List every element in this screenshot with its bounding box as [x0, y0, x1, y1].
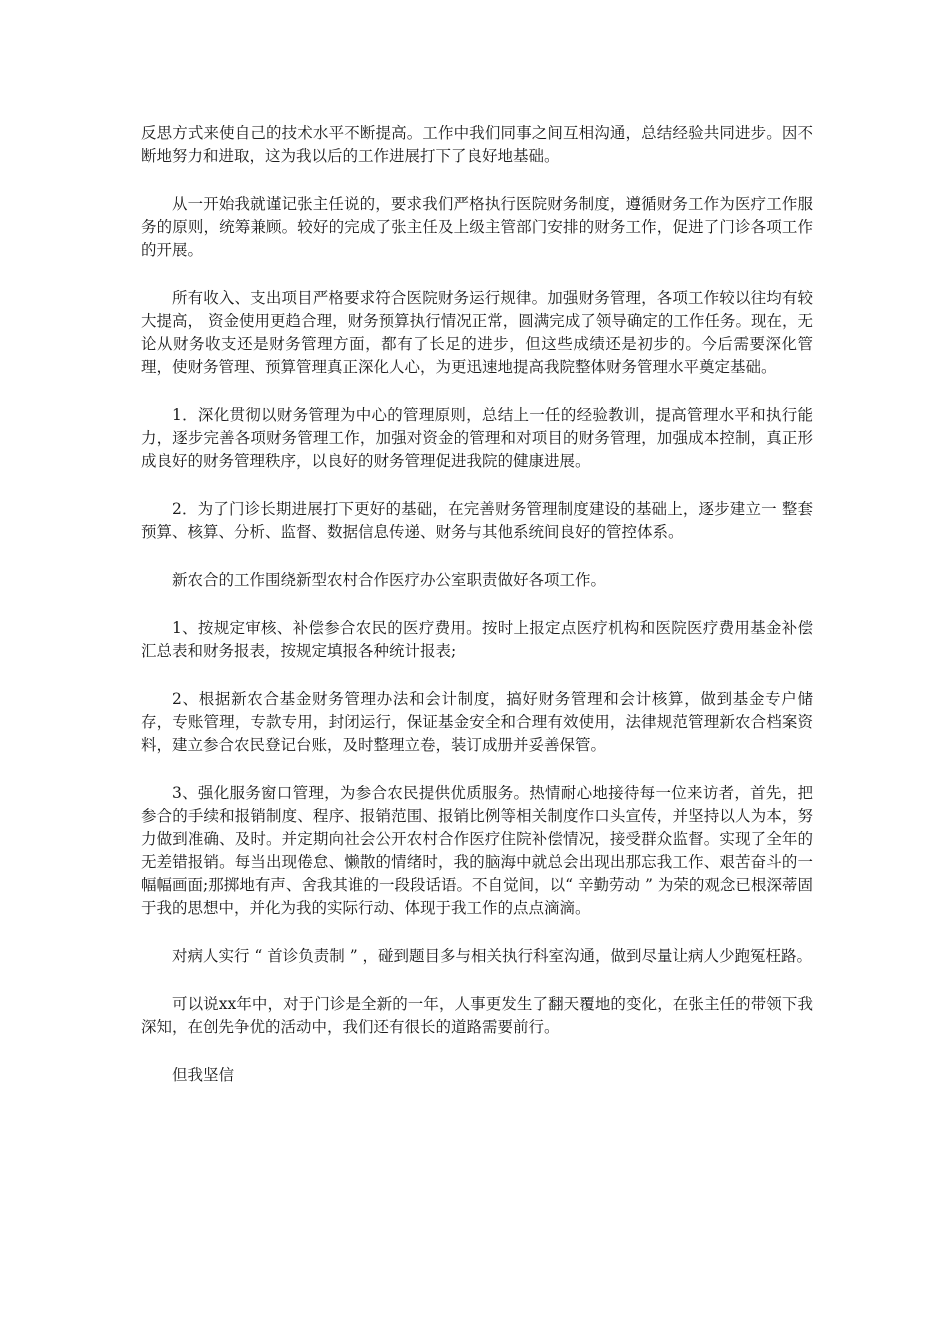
paragraph-2: 从一开始我就谨记张主任说的，要求我们严格执行医院财务制度，遵循财务工作为医疗工作服务的原则，统筹兼顾。较好的完成了张主任及上级主管部门安排的财务工作，促进了门诊各项工作的开展。	[141, 195, 813, 259]
paragraph-9: 3、强化服务窗口管理，为参合农民提供优质服务。热情耐心地接待每一位来访者，首先，把参合的手续和报销制度、程序、报销范围、报销比例等相关制度作口头宣传，并坚持以人为本，努力做到准确、及时。并定期向社会公开农村合作医疗住院补偿情况，接受群众监督。实现了全年的无差错报销。每当出现倦怠、懒散的情绪时，我的脑海中就总会出现出那忘我工作、艰苦奋斗的一幅幅画面;那掷地有声、舍我其谁的一段段话语。不自觉间，以“ 辛勤劳动 ” 为荣的观念已根深蒂固于我的思想中，并化为我的实际行动、体现于我工作的点点滴滴。	[141, 784, 813, 917]
document-body	[141, 122, 813, 1112]
paragraph-8: 2、根据新农合基金财务管理办法和会计制度，搞好财务管理和会计核算，做到基金专户储存，专账管理，专款专用，封闭运行，保证基金安全和合理有效使用，法律规范管理新农合档案资料，建立参合农民登记台账，及时整理立卷，装订成册并妥善保管。	[141, 690, 813, 754]
paragraph-7: 1、按规定审核、补偿参合农民的医疗费用。按时上报定点医疗机构和医院医疗费用基金补偿汇总表和财务报表，按规定填报各种统计报表;	[141, 619, 813, 660]
paragraph-11: 可以说xx年中，对于门诊是全新的一年，人事更发生了翻天覆地的变化，在张主任的带领下我深知，在创先争优的活动中，我们还有很长的道路需要前行。	[141, 995, 813, 1036]
paragraph-12: 但我坚信	[172, 1066, 235, 1084]
paragraph-4: 1．深化贯彻以财务管理为中心的管理原则，总结上一任的经验教训，提高管理水平和执行能力，逐步完善各项财务管理工作，加强对资金的管理和对项目的财务管理，加强成本控制，真正形成良好的财务管理秩序，以良好的财务管理促进我院的健康进展。	[141, 406, 813, 470]
paragraph-5: 2．为了门诊长期进展打下更好的基础，在完善财务管理制度建设的基础上，逐步建立一 整套预算、核算、分析、监督、数据信息传递、财务与其他系统间良好的管控体系。	[141, 500, 813, 541]
paragraph-3: 所有收入、支出项目严格要求符合医院财务运行规律。加强财务管理，各项工作较以往均有较大提高， 资金使用更趋合理，财务预算执行情况正常，圆满完成了领导确定的工作任务。现在，无论从财务收支还是财务管理方面，都有了长足的进步，但这些成绩还是初步的。今后需要深化管理，使财务管理、预算管理真正深化人心，为更迅速地提高我院整体财务管理水平奠定基础。	[141, 289, 813, 376]
paragraph-1: 反思方式来使自己的技术水平不断提高。工作中我们同事之间互相沟通，总结经验共同进步。因不断地努力和进取，这为我以后的工作进展打下了良好地基础。	[141, 124, 813, 165]
paragraph-6: 新农合的工作围绕新型农村合作医疗办公室职责做好各项工作。	[172, 571, 607, 589]
paragraph-10: 对病人实行 “ 首诊负责制 ” ，碰到题目多与相关执行科室沟通，做到尽量让病人少跑冤枉路。	[172, 947, 813, 965]
